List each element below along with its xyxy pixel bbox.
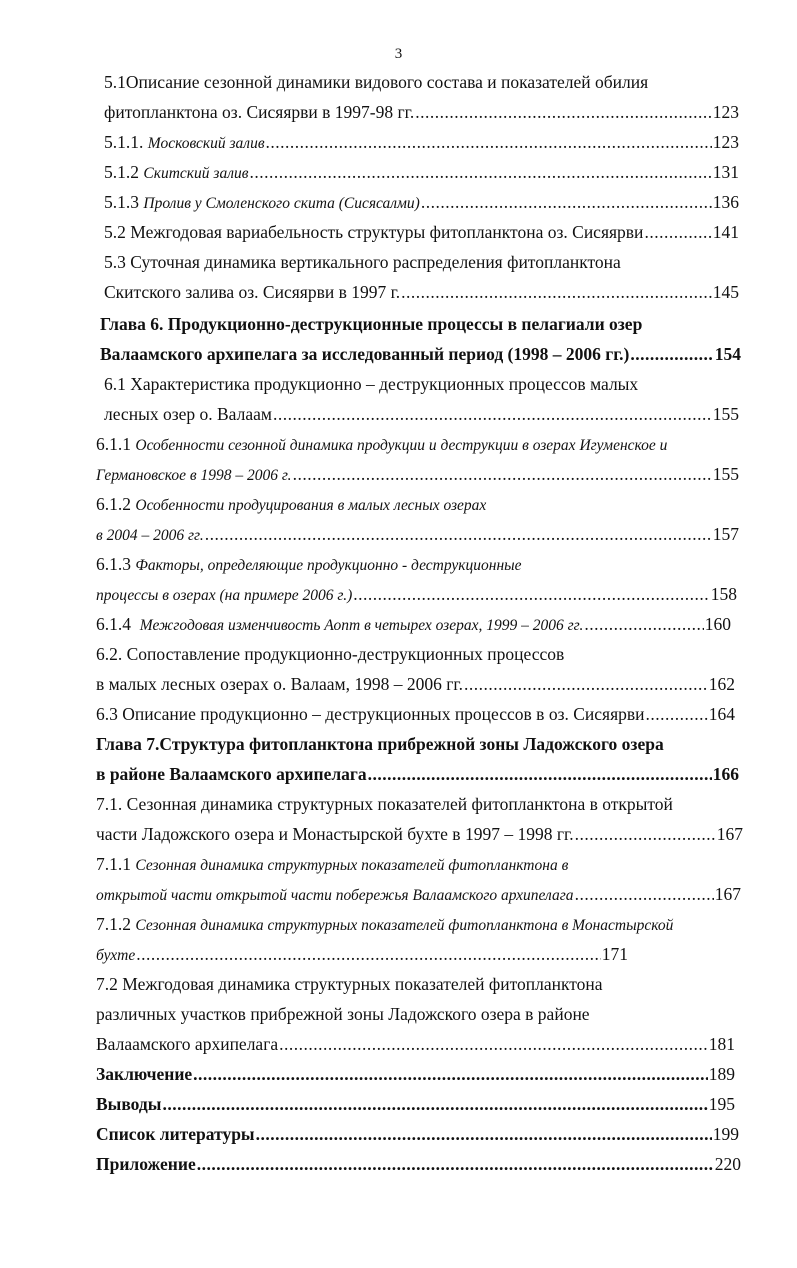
toc-page-number: 145	[712, 282, 739, 302]
toc-entry-text: 7.2 Межгодовая динамика структурных показателей фитопланктона	[96, 974, 603, 994]
toc-entry-text: Приложение	[96, 1154, 196, 1174]
toc-entry-text: открытой части открытой части побережья Валаамского архипелага	[96, 887, 574, 904]
toc-entry-text: в районе Валаамского архипелага	[96, 764, 367, 784]
toc-entry-number: 5.1.2	[104, 162, 139, 182]
toc-entry-7-2-cont2[interactable]	[96, 1029, 735, 1059]
toc-page-number: 164	[708, 704, 735, 724]
leader-dots	[575, 819, 716, 849]
toc-page-number: 157	[712, 524, 739, 544]
toc-entry-text: Пролив у Смоленского скита (Сисясалми)	[143, 195, 420, 212]
toc-entry-text: 6.3 Описание продукционно – деструкционных процессов в оз. Сисяярви	[96, 704, 645, 724]
leader-dots	[630, 339, 713, 369]
toc-page-number: 171	[601, 944, 628, 964]
leader-dots	[646, 699, 708, 729]
leader-dots	[464, 669, 708, 699]
toc-entry-text: Скитский залив	[143, 165, 249, 182]
toc-entry-7-1-1[interactable]	[96, 849, 568, 879]
toc-entry-6-1-3-cont[interactable]	[96, 579, 737, 609]
toc-page-number: 158	[710, 584, 737, 604]
leader-dots	[249, 157, 711, 187]
toc-findings[interactable]	[96, 1089, 735, 1119]
leader-dots	[256, 1119, 712, 1149]
leader-dots	[353, 579, 709, 609]
toc-entry-7-1-2[interactable]	[96, 909, 673, 939]
toc-appendix[interactable]	[96, 1149, 741, 1179]
toc-entry-text: Глава 7.Структура фитопланктона прибрежной зоны Ладожского озера	[96, 734, 664, 754]
toc-page-number: 131	[712, 162, 739, 182]
toc-entry-6-1[interactable]	[104, 369, 638, 399]
toc-page-number: 141	[712, 222, 739, 242]
toc-entry-5-3-cont[interactable]	[104, 277, 739, 307]
toc-entry-number: 5.1.1.	[104, 132, 144, 152]
toc-entry-6-1-2-cont[interactable]	[96, 519, 739, 549]
toc-entry-text: различных участков прибрежной зоны Ладожского озера в районе	[96, 1004, 590, 1024]
toc-chapter-6[interactable]	[100, 309, 642, 339]
leader-dots	[273, 399, 712, 429]
toc-entry-text: бухте	[96, 947, 136, 964]
toc-entry-7-1-cont[interactable]	[96, 819, 743, 849]
toc-chapter-7-cont[interactable]	[96, 759, 739, 789]
leader-dots	[193, 1059, 708, 1089]
leader-dots	[575, 879, 714, 909]
toc-entry-text: 7.1. Сезонная динамика структурных показателей фитопланктона в открытой	[96, 794, 673, 814]
toc-entry-number: 6.1.4	[96, 614, 131, 634]
leader-dots	[415, 97, 712, 127]
toc-chapter-7[interactable]	[96, 729, 664, 759]
toc-entry-text: Московский залив	[147, 135, 265, 152]
toc-entry-text: 5.2 Межгодовая вариабельность структуры фитопланктона оз. Сисяярви	[104, 222, 644, 242]
toc-entry-text: Выводы	[96, 1094, 162, 1114]
leader-dots	[368, 759, 712, 789]
leader-dots	[421, 187, 712, 217]
toc-entry-6-1-1[interactable]	[96, 429, 667, 459]
leader-dots	[644, 217, 711, 247]
leader-dots	[205, 519, 712, 549]
toc-entry-5-1-2[interactable]	[104, 157, 739, 187]
toc-entry-text: Скитского залива оз. Сисяярви в 1997 г.	[104, 282, 401, 302]
leader-dots	[162, 1089, 707, 1119]
toc-page-number: 220	[714, 1154, 741, 1174]
toc-entry-5-2[interactable]	[104, 217, 739, 247]
toc-entry-5-3[interactable]	[104, 247, 621, 277]
toc-entry-text: Заключение	[96, 1064, 193, 1084]
toc-entry-text: процессы в озерах (на примере 2006 г.)	[96, 587, 353, 604]
toc-page-number: 123	[712, 132, 739, 152]
toc-entry-6-3[interactable]	[96, 699, 735, 729]
toc-entry-6-1-3[interactable]	[96, 549, 522, 579]
toc-entry-5-1-cont[interactable]	[104, 97, 739, 127]
toc-entry-text: в 2004 – 2006 гг.	[96, 527, 204, 544]
toc-entry-6-1-cont[interactable]	[104, 399, 739, 429]
toc-conclusion[interactable]	[96, 1059, 735, 1089]
toc-page-number: 123	[712, 102, 739, 122]
toc-entry-number: 5.1.3	[104, 192, 139, 212]
toc-entry-6-2[interactable]	[96, 639, 564, 669]
toc-entry-text: Германовское в 1998 – 2006 г.	[96, 467, 292, 484]
toc-entry-text: лесных озер о. Валаам	[104, 404, 272, 424]
toc-entry-text: Особенности сезонной динамика продукции и деструкции в озерах Игуменское и	[135, 437, 668, 454]
toc-entry-text: Факторы, определяющие продукционно - деструкционные	[135, 557, 522, 574]
leader-dots	[584, 609, 703, 639]
toc-entry-text: Сезонная динамика структурных показателей фитопланктона в	[135, 857, 569, 874]
toc-entry-6-1-4[interactable]	[96, 609, 731, 639]
toc-entry-number: 7.1.1	[96, 854, 131, 874]
toc-entry-text: Сезонная динамика структурных показателей фитопланктона в Монастырской	[135, 917, 674, 934]
toc-entry-7-2[interactable]	[96, 969, 603, 999]
toc-entry-text: части Ладожского озера и Монастырской бухте в 1997 – 1998 гг.	[96, 824, 574, 844]
leader-dots	[266, 127, 712, 157]
toc-entry-text: Особенности продуцирования в малых лесных озерах	[135, 497, 487, 514]
toc-page-number: 166	[712, 764, 739, 784]
toc-entry-5-1-3[interactable]	[104, 187, 739, 217]
toc-entry-6-2-cont[interactable]	[96, 669, 735, 699]
toc-page-number: 167	[716, 824, 743, 844]
leader-dots	[293, 459, 712, 489]
toc-entry-text: Глава 6. Продукционно-деструкционные процессы в пелагиали озер	[100, 314, 643, 334]
toc-entry-text: Список литературы	[96, 1124, 255, 1144]
toc-entry-text: Валаамского архипелага	[96, 1034, 279, 1054]
toc-entry-text: 5.1Описание сезонной динамики видового состава и показателей обилия	[104, 72, 649, 92]
toc-entry-text: 5.3 Суточная динамика вертикального распределения фитопланктона	[104, 252, 621, 272]
toc-entry-5-1[interactable]	[104, 67, 648, 97]
toc-page-number: 181	[708, 1034, 735, 1054]
toc-references[interactable]	[96, 1119, 739, 1149]
toc-entry-text: фитопланктона оз. Сисяярви в 1997-98 гг.	[104, 102, 415, 122]
toc-page-number: 167	[714, 884, 741, 904]
toc-entry-7-1-2-cont[interactable]	[96, 939, 628, 969]
leader-dots	[197, 1149, 714, 1179]
toc-page-number: 154	[714, 344, 741, 364]
toc-page-number: 136	[712, 192, 739, 212]
toc-entry-7-1[interactable]	[96, 789, 673, 819]
toc-page-number: 199	[712, 1124, 739, 1144]
toc-entry-5-1-1[interactable]	[104, 127, 739, 157]
toc-entry-7-1-1-cont[interactable]	[96, 879, 741, 909]
toc-entry-number: 6.1.1	[96, 434, 131, 454]
toc-entry-text: Межгодовая изменчивость Аопт в четырех озерах, 1999 – 2006 гг.	[139, 617, 584, 634]
toc-chapter-6-cont[interactable]	[100, 339, 741, 369]
leader-dots	[401, 277, 712, 307]
leader-dots	[136, 939, 601, 969]
toc-page-number: 195	[708, 1094, 735, 1114]
toc-page-number: 189	[708, 1064, 735, 1084]
toc-entry-6-1-2[interactable]	[96, 489, 486, 519]
toc-entry-text: 6.1 Характеристика продукционно – деструкционных процессов малых	[104, 374, 639, 394]
toc-entry-text: в малых лесных озерах о. Валаам, 1998 – 2006 гг.	[96, 674, 463, 694]
toc-entry-number: 6.1.3	[96, 554, 131, 574]
toc-entry-text: 6.2. Сопоставление продукционно-деструкционных процессов	[96, 644, 565, 664]
toc-page-number: 160	[704, 614, 731, 634]
toc-entry-number: 6.1.2	[96, 494, 131, 514]
toc-entry-number: 7.1.2	[96, 914, 131, 934]
toc-page-number: 155	[712, 404, 739, 424]
toc-page-number: 155	[712, 464, 739, 484]
toc-page-number: 162	[708, 674, 735, 694]
toc-entry-text: Валаамского архипелага за исследованный период (1998 – 2006 гг.)	[100, 344, 630, 364]
toc-entry-6-1-1-cont[interactable]	[96, 459, 739, 489]
toc-entry-7-2-cont1[interactable]	[96, 999, 590, 1029]
page-number: 3	[394, 46, 403, 62]
leader-dots	[279, 1029, 708, 1059]
